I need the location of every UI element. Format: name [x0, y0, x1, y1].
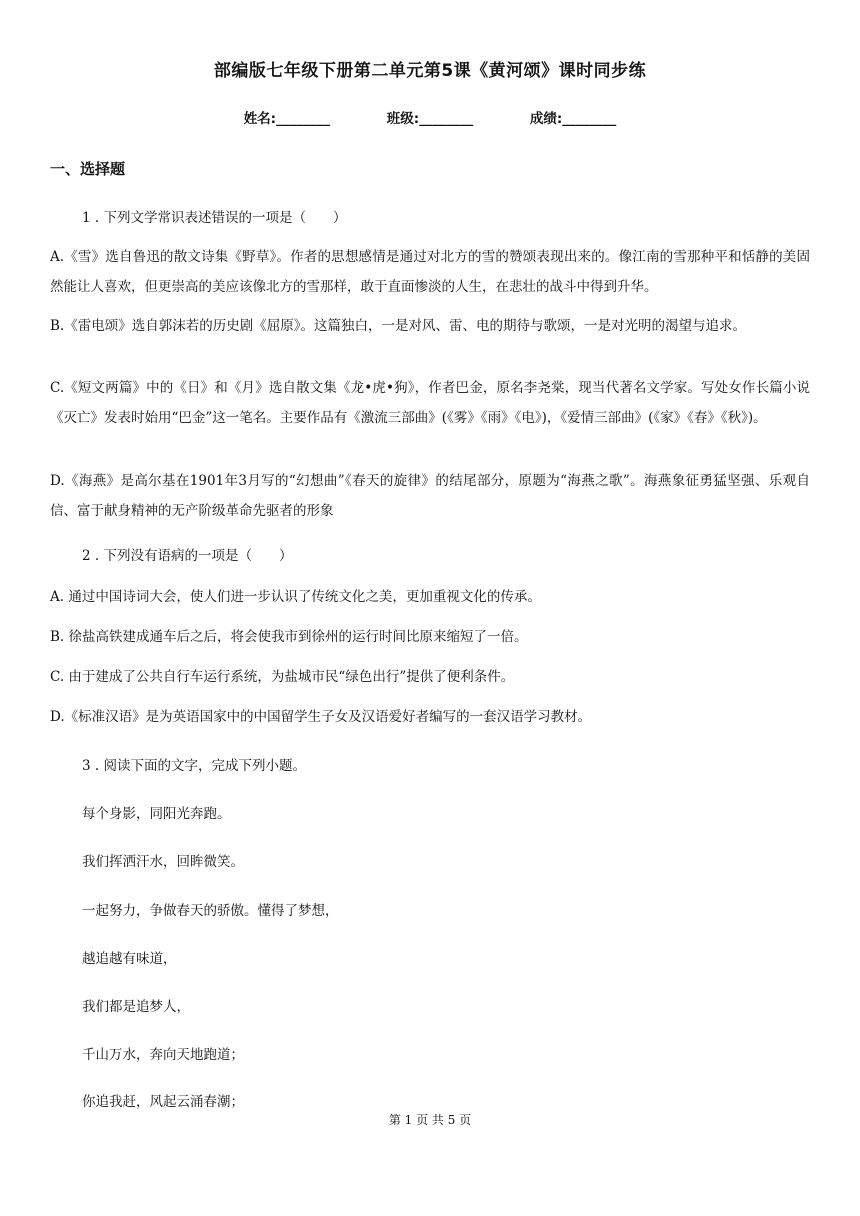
student-info-row	[0, 107, 860, 127]
poem-line: 你追我赶，风起云涌春潮；	[82, 1094, 244, 1110]
name-field: 姓名:________	[243, 111, 331, 127]
question-2-option-d: D.《标准汉语》是为英语国家中的中国留学生子女及汉语爱好者编写的一套汉语学习教材。	[50, 709, 592, 725]
question-3-stem: 3 . 阅读下面的文字，完成下列小题。	[82, 758, 306, 774]
section-heading: 一、选择题	[50, 160, 126, 178]
question-2-stem: 2 . 下列没有语病的一项是（ ）	[82, 548, 293, 564]
question-2-option-c: C. 由于建成了公共自行车运行系统，为盐城市民“绿色出行”提供了便利条件。	[50, 669, 515, 685]
question-2-option-b: B. 徐盐高铁建成通车后之后，将会使我市到徐州的运行时间比原来缩短了一倍。	[50, 629, 528, 645]
question-1-option-d: D.《海燕》是高尔基在1901年3月写的“幻想曲”《春天的旋律》的结尾部分，原题为“海燕之歌”。海燕象征勇猛坚强、乐观自信、富于献身精神的无产阶级革命先驱者的形象	[50, 473, 810, 519]
poem-line: 千山万水，奔向天地跑道；	[82, 1047, 244, 1063]
question-1-stem: 1 . 下列文学常识表述错误的一项是（ ）	[82, 210, 347, 226]
poem-line: 我们都是追梦人，	[82, 999, 190, 1015]
poem-line: 一起努力，争做春天的骄傲。懂得了梦想，	[82, 903, 339, 919]
score-field: 成绩:________	[529, 111, 617, 127]
class-field: 班级:________	[386, 111, 474, 127]
page-title: 部编版七年级下册第二单元第5课《黄河颂》课时同步练	[213, 61, 647, 81]
question-1-option-c: C.《短文两篇》中的《日》和《月》选自散文集《龙•虎•狗》，作者巴金，原名李尧棠，现当代著名文学家。写处女作长篇小说《灭亡》发表时始用“巴金”这一笔名。主要作品有《激流三部曲》(《雾》《雨》《电》)，《爱情三部曲》(《家》《春》《秋》)。	[50, 380, 810, 426]
page-footer: 第 1 页 共 5 页	[388, 1113, 472, 1127]
poem-line: 我们挥洒汗水，回眸微笑。	[82, 854, 244, 870]
poem-line: 每个身影，同阳光奔跑。	[82, 806, 231, 822]
question-1-option-b: B.《雷电颂》选自郭沫若的历史剧《屈原》。这篇独白，一是对风、雷、电的期待与歌颂，一是对光明的渴望与追求。	[50, 318, 746, 334]
poem-line: 越追越有味道，	[82, 951, 177, 967]
question-1-option-a: A.《雪》选自鲁迅的散文诗集《野草》。作者的思想感情是通过对北方的雪的赞颂表现出来的。像江南的雪那种平和恬静的美固然能让人喜欢，但更崇高的美应该像北方的雪那样，敢于直面惨淡的人生，在悲壮的战斗中得到升华。	[50, 249, 810, 295]
question-2-option-a: A. 通过中国诗词大会，使人们进一步认识了传统文化之美，更加重视文化的传承。	[50, 589, 541, 605]
